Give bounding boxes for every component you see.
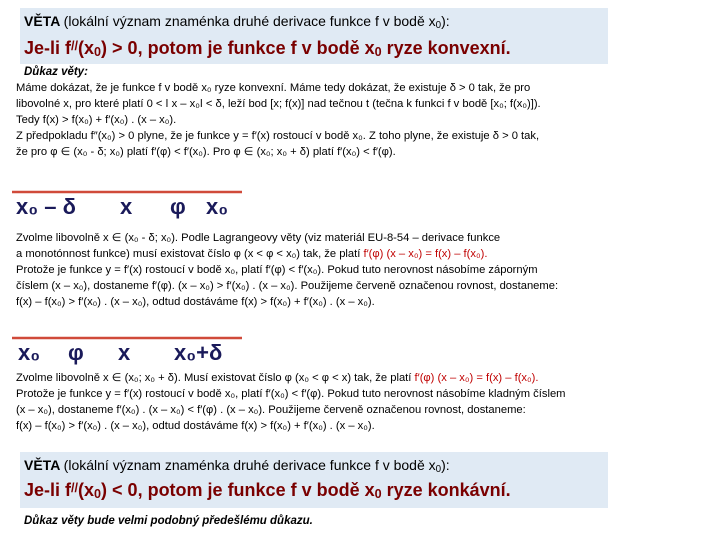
text-line: že pro φ ∈ (x₀ - δ; x₀) platí f′(φ) < f′(x₀). Pro φ ∈ (x₀; x₀ + δ) platí f′(x₀) < f′(φ).: [16, 146, 396, 158]
text-line: Tedy f(x) > f(x₀) + f′(x₀) . (x – x₀).: [16, 114, 177, 126]
text-line: f(x) – f(x₀) > f′(x₀) . (x – x₀), odtud dostáváme f(x) > f(x₀) + f′(x₀) . (x – x₀).: [16, 420, 375, 432]
figure-1-label-phi: φ: [170, 194, 186, 219]
closing-note: Důkaz věty bude velmi podobný předešlému důkazu.: [24, 515, 313, 527]
proof-section-3: [16, 370, 566, 434]
text-line: (x – x₀), dostaneme f′(x₀) . (x – x₀) < f′(φ) . (x – x₀). Použijeme červeně označenou rovnost, dostaneme:: [16, 404, 526, 416]
proof-section-1: [16, 80, 541, 160]
theorem-2-header: [24, 457, 450, 473]
theorem-1-header: [24, 13, 450, 29]
proof-section-2: [16, 230, 558, 310]
text-line: Z předpokladu f″(x₀) > 0 plyne, že je funkce y = f′(x) rostoucí v bodě x₀. Z toho plyne, že existuje δ > 0 tak,: [16, 130, 540, 142]
text-line: číslem (x – x₀), dostaneme f′(φ). (x – x₀) > f′(x₀) . (x – x₀). Použijeme červeně označenou rovnost, dostaneme:: [16, 280, 559, 292]
theorem-2-statement: Je-li $f^{//}(x_0) < 0$, potom je funkce f v bodě $x_0$ ryze konkávní.: [24, 480, 511, 501]
number-line-figure-1: [10, 186, 250, 226]
figure-2-label-phi: φ: [68, 340, 84, 365]
red-equation-1: f′(φ) (x – x₀) = f(x) – f(x₀).: [363, 248, 488, 260]
text-line: libovolné x, pro které platí 0 < ǀ x – x₀ǀ < δ, leží bod [x; f(x)] nad tečnou t (tečna k funkci f v bodě [x₀; f(x₀)]).: [16, 98, 541, 110]
text-line: Zvolme libovolně x ∈ (x₀; x₀ + δ). Musí existovat číslo φ (x₀ < φ < x) tak, že platí f′(φ) (x – x₀) = f(x) – f(x₀).: [16, 372, 539, 384]
figure-1-label-x0: x₀: [206, 194, 229, 219]
text-line: Protože je funkce y = f′(x) rostoucí v bodě x₀, platí f′(x₀) < f′(φ). Pokud tuto nerovnost násobíme kladným číslem: [16, 388, 566, 400]
theorem-2-header-text: (lokální význam znaménka druhé derivace funkce f v bodě $x_0$):: [63, 457, 450, 475]
theorem-1-word: VĚTA: [24, 13, 60, 29]
text-line: a monotónnost funkce) musí existovat číslo φ (x < φ < x₀) tak, že platí f′(φ) (x – x₀) = f(x) – f(x₀).: [16, 248, 488, 260]
proof-title: Důkaz věty:: [24, 66, 88, 78]
figure-1-label-x: x: [120, 194, 133, 219]
figure-2-label-x: x: [118, 340, 131, 365]
text-line: Zvolme libovolně x ∈ (x₀ - δ; x₀). Podle Lagrangeovy věty (viz materiál EU-8-54 – derivace funkce: [16, 232, 501, 244]
text-line: f(x) – f(x₀) > f′(x₀) . (x – x₀), odtud dostáváme f(x) > f(x₀) + f′(x₀) . (x – x₀).: [16, 296, 375, 308]
text-line: Protože je funkce y = f′(x) rostoucí v bodě x₀, platí f′(φ) < f′(x₀). Pokud tuto nerovnost násobíme záporným: [16, 264, 538, 276]
theorem-1-header-text: (lokální význam znaménka druhé derivace funkce f v bodě $x_0$):: [63, 13, 450, 31]
figure-2-label-x0-plus-delta: x₀+δ: [174, 340, 223, 365]
text-line: Máme dokázat, že je funkce f v bodě x₀ ryze konvexní. Máme tedy dokázat, že existuje δ > 0 tak, že pro: [16, 82, 531, 94]
red-equation-2: f′(φ) (x – x₀) = f(x) – f(x₀).: [414, 372, 539, 384]
figure-1-label-x0-minus-delta: x₀ – δ: [16, 194, 76, 219]
theorem-2-word: VĚTA: [24, 457, 60, 473]
figure-2-label-x0: x₀: [18, 340, 41, 365]
number-line-figure-2: [10, 330, 250, 370]
theorem-1-statement: Je-li $f^{//}(x_0) > 0$, potom je funkce f v bodě $x_0$ ryze konvexní.: [24, 38, 511, 59]
